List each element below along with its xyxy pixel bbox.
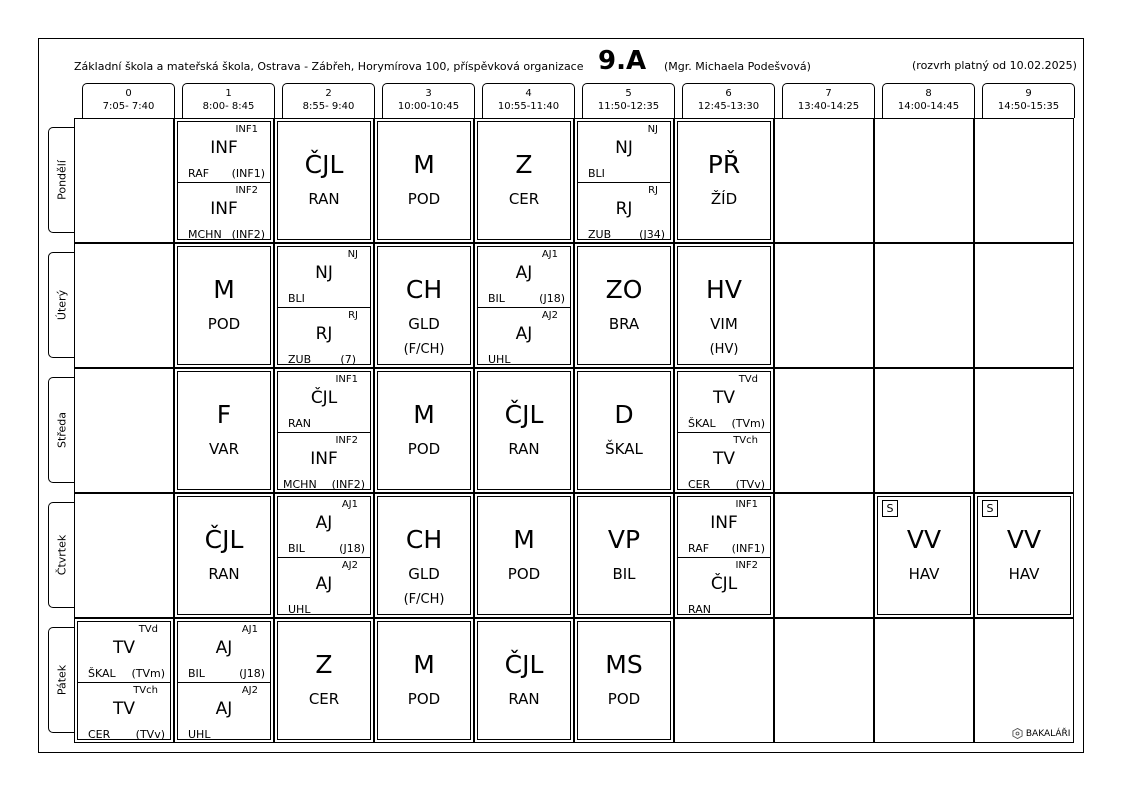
room: (TVv): [135, 728, 165, 741]
slot-fri-7: [774, 618, 874, 743]
teacher: MCHN: [188, 228, 222, 241]
teacher: BLI: [288, 292, 305, 305]
subject: AJ: [315, 574, 333, 594]
period-time: 14:00-14:45: [897, 101, 960, 112]
lesson-cell[interactable]: [477, 371, 571, 490]
group-name: AJ1: [541, 249, 558, 260]
teacher: POD: [607, 690, 641, 708]
teacher: RAN: [508, 690, 540, 708]
subject: M: [413, 150, 435, 179]
room: (J18): [539, 292, 565, 305]
teacher: POD: [407, 190, 441, 208]
school-name: Základní škola a mateřská škola, Ostrava - Zábřeh, Horymírova 100, příspěvková organizace: [74, 60, 584, 73]
validity-date: (rozvrh platný od 10.02.2025): [912, 59, 1077, 72]
group-name: INF1: [735, 499, 758, 510]
teacher: GLD: [408, 565, 440, 583]
teacher: BLI: [588, 167, 605, 180]
teacher: CER: [308, 690, 340, 708]
teacher: HAV: [1008, 565, 1040, 583]
day-label: Pátek: [55, 664, 68, 696]
slot-thu-9: [974, 493, 1074, 618]
period-header-5: [582, 83, 675, 118]
lesson-cell[interactable]: [177, 246, 271, 365]
day-label: Středa: [55, 411, 68, 449]
subject: M: [413, 650, 435, 679]
period-header-9: [982, 83, 1075, 118]
period-time: 10:00-10:45: [397, 101, 460, 112]
teacher: RAN: [208, 565, 240, 583]
period-time: 12:45-13:30: [697, 101, 760, 112]
subject: NJ: [615, 138, 633, 158]
teacher: POD: [507, 565, 541, 583]
slot-fri-6: [674, 618, 774, 743]
lesson-cell[interactable]: [877, 496, 971, 615]
bakalari-logo: [1012, 728, 1070, 739]
teacher: ŠKAL: [605, 440, 643, 458]
subject: TV: [112, 699, 135, 719]
teacher: ZUB: [288, 353, 312, 366]
slot-tue-4: [474, 243, 574, 368]
slot-tue-9: [974, 243, 1074, 368]
teacher: BIL: [288, 542, 305, 555]
lesson-group-a: [78, 622, 170, 682]
subject: NJ: [315, 263, 333, 283]
slot-mon-0: [74, 118, 174, 243]
subject: MS: [605, 650, 643, 679]
lesson-group-b: [678, 432, 770, 493]
slot-fri-9: [974, 618, 1074, 743]
lesson-group-a: [178, 122, 270, 182]
slot-wed-7: [774, 368, 874, 493]
room: (TVv): [735, 478, 765, 491]
teacher: RAF: [688, 542, 710, 555]
group-name: TVch: [733, 435, 758, 446]
slot-fri-5: [574, 618, 674, 743]
lesson-group-b: [178, 682, 270, 743]
subject: M: [513, 525, 535, 554]
day-label: Čtvrtek: [55, 534, 68, 576]
group-name: INF1: [335, 374, 358, 385]
group-name: AJ2: [541, 310, 558, 321]
group-name: INF1: [235, 124, 258, 135]
period-time: 14:50-15:35: [997, 101, 1060, 112]
subject: AJ: [215, 638, 233, 658]
group-name: TVd: [138, 624, 158, 635]
teacher: ŠKAL: [688, 417, 716, 430]
slot-thu-2: [274, 493, 374, 618]
lesson-cell[interactable]: [177, 121, 271, 240]
lesson-cell[interactable]: [677, 371, 771, 490]
room: (F/CH): [403, 592, 445, 607]
lesson-cell[interactable]: [477, 621, 571, 740]
subject: ZO: [605, 275, 643, 304]
slot-thu-8: [874, 493, 974, 618]
group-name: TVd: [738, 374, 758, 385]
period-header-1: [182, 83, 275, 118]
slot-tue-3: [374, 243, 474, 368]
lesson-cell[interactable]: [277, 246, 371, 365]
subject: D: [614, 400, 634, 429]
lesson-group-b: [578, 182, 670, 243]
period-time: 8:00- 8:45: [202, 101, 255, 112]
subject: RJ: [315, 324, 333, 344]
subject: ČJL: [304, 150, 344, 179]
lesson-cell[interactable]: [377, 121, 471, 240]
teacher: POD: [407, 440, 441, 458]
room: (INF2): [231, 228, 265, 241]
room: (F/CH): [403, 342, 445, 357]
slot-wed-4: [474, 368, 574, 493]
teacher: POD: [207, 315, 241, 333]
teacher: UHL: [188, 728, 211, 741]
slot-thu-4: [474, 493, 574, 618]
teacher: VIM: [710, 315, 738, 333]
teacher: ŠKAL: [88, 667, 116, 680]
lesson-group-a: [278, 372, 370, 432]
day-header-wednesday: [48, 377, 74, 483]
slot-fri-8: [874, 618, 974, 743]
subject: VP: [607, 525, 641, 554]
lesson-cell[interactable]: [277, 621, 371, 740]
lesson-cell[interactable]: [477, 121, 571, 240]
lesson-cell[interactable]: [277, 121, 371, 240]
subject: PŘ: [707, 150, 741, 179]
lesson-cell[interactable]: [577, 621, 671, 740]
class-name: 9.A: [598, 46, 647, 76]
logo-text: BAKALÁŘI: [1025, 729, 1071, 739]
teacher: BIL: [488, 292, 505, 305]
teacher: BRA: [608, 315, 640, 333]
slot-thu-6: [674, 493, 774, 618]
slot-mon-7: [774, 118, 874, 243]
room: (7): [340, 353, 356, 366]
group-name: INF2: [335, 435, 358, 446]
day-label: Pondělí: [55, 160, 68, 200]
period-number: 6: [725, 88, 732, 99]
slot-thu-7: [774, 493, 874, 618]
subject: VV: [1006, 525, 1042, 554]
subject: ČJL: [504, 400, 544, 429]
lesson-group-a: [178, 622, 270, 682]
subject: INF: [310, 449, 338, 469]
subject: AJ: [215, 699, 233, 719]
substitution-mark: S: [982, 500, 998, 517]
lesson-cell[interactable]: [477, 246, 571, 365]
slot-mon-9: [974, 118, 1074, 243]
period-header-7: [782, 83, 875, 118]
slot-fri-1: [174, 618, 274, 743]
lesson-group-b: [278, 307, 370, 368]
lesson-cell[interactable]: [677, 121, 771, 240]
lesson-cell[interactable]: [177, 496, 271, 615]
teacher: RAF: [188, 167, 210, 180]
subject: ČJL: [204, 525, 244, 554]
slot-fri-4: [474, 618, 574, 743]
period-number: 1: [225, 88, 232, 99]
lesson-group-b: [78, 682, 170, 743]
period-time: 13:40-14:25: [797, 101, 860, 112]
lesson-cell[interactable]: [677, 246, 771, 365]
teacher: HAV: [908, 565, 940, 583]
slot-wed-9: [974, 368, 1074, 493]
room: (J18): [339, 542, 365, 555]
subject: Z: [515, 150, 533, 179]
room: (INF1): [731, 542, 765, 555]
teacher: CER: [508, 190, 540, 208]
lesson-group-a: [278, 247, 370, 307]
period-number: 4: [525, 88, 532, 99]
subject: INF: [210, 199, 238, 219]
group-name: AJ1: [241, 624, 258, 635]
room: (TVm): [731, 417, 765, 430]
lesson-cell[interactable]: [277, 496, 371, 615]
period-time: 11:50-12:35: [597, 101, 660, 112]
teacher: RAN: [288, 417, 311, 430]
slot-tue-0: [74, 243, 174, 368]
period-time: 7:05- 7:40: [102, 101, 155, 112]
subject: TV: [112, 638, 135, 658]
lesson-cell[interactable]: [177, 621, 271, 740]
period-number: 0: [125, 88, 132, 99]
period-time: 10:55-11:40: [497, 101, 560, 112]
subject: INF: [210, 138, 238, 158]
slot-wed-1: [174, 368, 274, 493]
slot-wed-3: [374, 368, 474, 493]
lesson-cell[interactable]: [77, 621, 171, 740]
lesson-cell[interactable]: [377, 496, 471, 615]
teacher: GLD: [408, 315, 440, 333]
teacher: MCHN: [283, 478, 317, 491]
subject: INF: [710, 513, 738, 533]
slot-wed-2: [274, 368, 374, 493]
subject: HV: [706, 275, 742, 304]
period-number: 9: [1025, 88, 1032, 99]
lesson-cell[interactable]: [377, 371, 471, 490]
day-header-thursday: [48, 502, 74, 608]
lesson-cell[interactable]: [477, 496, 571, 615]
lesson-cell[interactable]: [577, 496, 671, 615]
slot-mon-6: [674, 118, 774, 243]
subject: AJ: [315, 513, 333, 533]
lesson-group-a: [678, 497, 770, 557]
slot-fri-0: [74, 618, 174, 743]
group-name: TVch: [133, 685, 158, 696]
teacher: BIL: [188, 667, 205, 680]
slot-wed-0: [74, 368, 174, 493]
slot-tue-6: [674, 243, 774, 368]
slot-mon-8: [874, 118, 974, 243]
class-teacher: (Mgr. Michaela Podešvová): [664, 60, 811, 73]
lesson-cell[interactable]: [377, 246, 471, 365]
lesson-group-a: [578, 122, 670, 182]
subject: ČJL: [310, 388, 338, 408]
subject: RJ: [615, 199, 633, 219]
subject: F: [216, 400, 232, 429]
period-header-0: [82, 83, 175, 118]
lesson-group-a: [278, 497, 370, 557]
period-number: 7: [825, 88, 832, 99]
substitution-mark: S: [882, 500, 898, 517]
bakalari-logo-icon: [1012, 728, 1023, 739]
teacher: UHL: [488, 353, 511, 366]
period-number: 5: [625, 88, 632, 99]
subject: VV: [906, 525, 942, 554]
period-header-8: [882, 83, 975, 118]
slot-fri-2: [274, 618, 374, 743]
group-name: AJ1: [341, 499, 358, 510]
room: (INF2): [331, 478, 365, 491]
group-name: NJ: [647, 124, 658, 135]
period-number: 8: [925, 88, 932, 99]
period-header-3: [382, 83, 475, 118]
slot-wed-8: [874, 368, 974, 493]
teacher: CER: [88, 728, 111, 741]
lesson-cell[interactable]: [677, 496, 771, 615]
subject: Z: [315, 650, 333, 679]
lesson-group-b: [478, 307, 570, 368]
group-name: AJ2: [241, 685, 258, 696]
subject: AJ: [515, 324, 533, 344]
lesson-cell[interactable]: [377, 621, 471, 740]
lesson-group-a: [478, 247, 570, 307]
lesson-cell[interactable]: [577, 246, 671, 365]
day-header-friday: [48, 627, 74, 733]
slot-thu-1: [174, 493, 274, 618]
slot-wed-6: [674, 368, 774, 493]
slot-mon-2: [274, 118, 374, 243]
room: (J18): [239, 667, 265, 680]
slot-fri-3: [374, 618, 474, 743]
day-header-monday: [48, 127, 74, 233]
lesson-group-b: [178, 182, 270, 243]
teacher: ZUB: [588, 228, 612, 241]
subject: TV: [712, 388, 735, 408]
lesson-cell[interactable]: [977, 496, 1071, 615]
room: (TVm): [131, 667, 165, 680]
subject: ČJL: [504, 650, 544, 679]
lesson-group-b: [678, 557, 770, 618]
slot-tue-2: [274, 243, 374, 368]
lesson-cell[interactable]: [577, 121, 671, 240]
room: (INF1): [231, 167, 265, 180]
teacher: RAN: [308, 190, 340, 208]
lesson-group-b: [278, 432, 370, 493]
teacher: RAN: [508, 440, 540, 458]
subject: TV: [712, 449, 735, 469]
lesson-cell[interactable]: [577, 371, 671, 490]
slot-tue-5: [574, 243, 674, 368]
period-number: 3: [425, 88, 432, 99]
slot-mon-1: [174, 118, 274, 243]
lesson-group-b: [278, 557, 370, 618]
lesson-group-a: [678, 372, 770, 432]
group-name: AJ2: [341, 560, 358, 571]
teacher: BIL: [612, 565, 636, 583]
slot-tue-7: [774, 243, 874, 368]
slot-thu-5: [574, 493, 674, 618]
lesson-cell[interactable]: [177, 371, 271, 490]
group-name: RJ: [648, 185, 658, 196]
day-header-tuesday: [48, 252, 74, 358]
period-header-6: [682, 83, 775, 118]
group-name: INF2: [735, 560, 758, 571]
lesson-cell[interactable]: [277, 371, 371, 490]
period-header-4: [482, 83, 575, 118]
slot-mon-4: [474, 118, 574, 243]
teacher: UHL: [288, 603, 311, 616]
slot-mon-5: [574, 118, 674, 243]
subject: CH: [405, 525, 443, 554]
slot-thu-3: [374, 493, 474, 618]
subject: M: [413, 400, 435, 429]
teacher: ŽÍD: [710, 190, 738, 208]
slot-mon-3: [374, 118, 474, 243]
slot-tue-1: [174, 243, 274, 368]
group-name: NJ: [347, 249, 358, 260]
room: (HV): [709, 342, 739, 357]
slot-thu-0: [74, 493, 174, 618]
day-label: Úterý: [55, 289, 68, 321]
subject: CH: [405, 275, 443, 304]
slot-tue-8: [874, 243, 974, 368]
group-name: RJ: [348, 310, 358, 321]
subject: ČJL: [710, 574, 738, 594]
period-number: 2: [325, 88, 332, 99]
slot-wed-5: [574, 368, 674, 493]
teacher: CER: [688, 478, 711, 491]
period-header-2: [282, 83, 375, 118]
subject: AJ: [515, 263, 533, 283]
group-name: INF2: [235, 185, 258, 196]
room: (J34): [639, 228, 665, 241]
teacher: VAR: [209, 440, 239, 458]
teacher: POD: [407, 690, 441, 708]
teacher: RAN: [688, 603, 711, 616]
subject: M: [213, 275, 235, 304]
period-time: 8:55- 9:40: [302, 101, 355, 112]
